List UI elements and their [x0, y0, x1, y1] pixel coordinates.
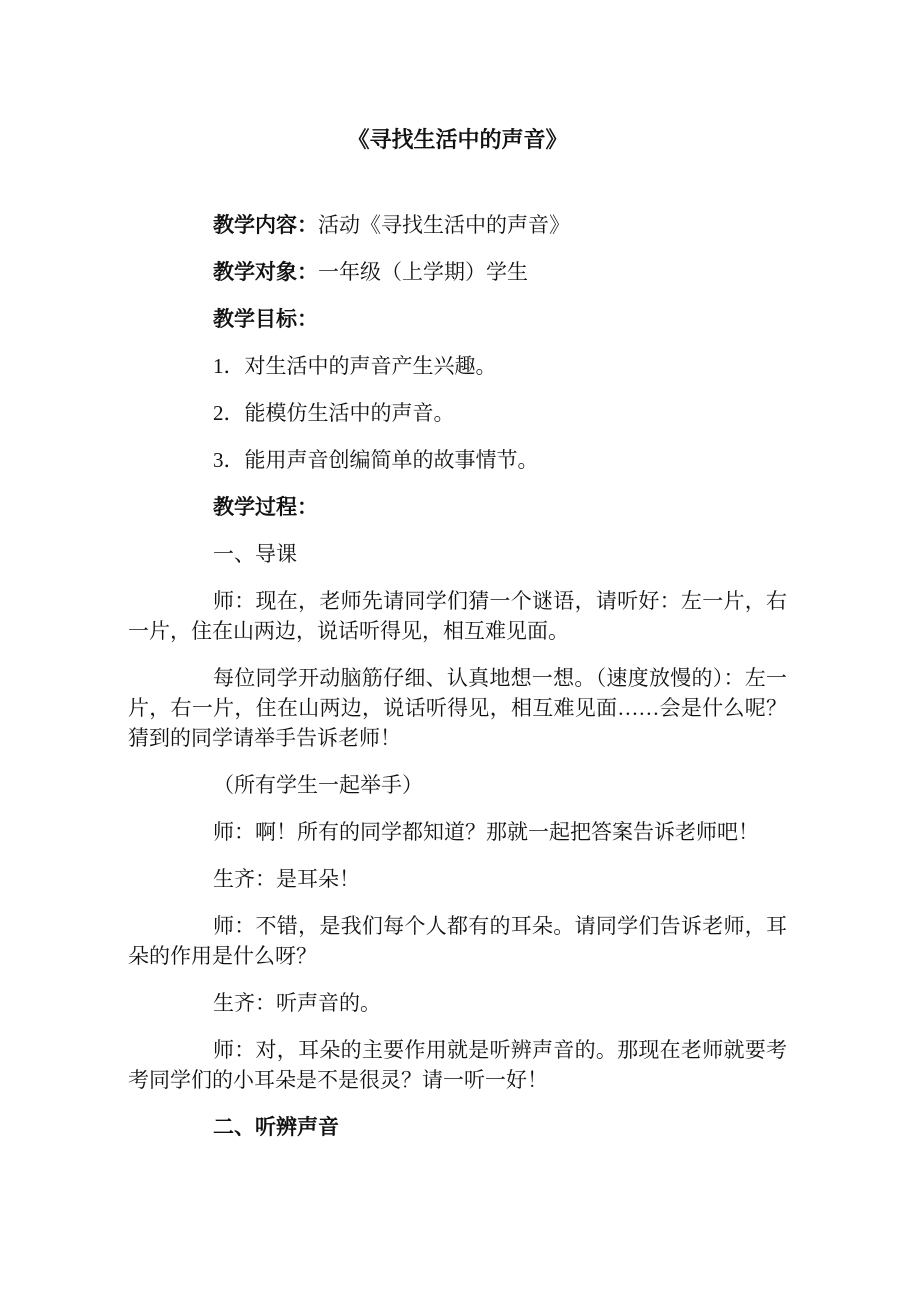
- paragraph-15: 生齐：听声音的。: [213, 991, 381, 1015]
- paragraph-12: 师：啊！所有的同学都知道？那就一起把答案告诉老师吧！: [213, 820, 759, 844]
- paragraph-16: 师：对，耳朵的主要作用就是听辨声音的。那现在老师就要考考同学们的小耳朵是不是很灵？请一听一好！: [128, 1038, 787, 1092]
- paragraph-7: [128, 492, 787, 522]
- paragraph-1: 教学内容：活动《寻找生活中的声音》: [213, 213, 570, 237]
- paragraph-6: 3．能用声音创编简单的故事情节。: [213, 448, 539, 472]
- paragraph-9: 师：现在，老师先请同学们猜一个谜语，请听好：左一片，右一片，住在山两边，说话听得见，相互难见面。: [128, 589, 787, 643]
- document-body: [128, 210, 787, 1142]
- paragraph-13: 生齐：是耳朵！: [213, 867, 360, 891]
- paragraph-2-label: 教学对象：: [213, 260, 318, 284]
- document-title: 《寻找生活中的声音》: [347, 127, 568, 152]
- paragraph-14: 师：不错，是我们每个人都有的耳朵。请同学们告诉老师，耳朵的作用是什么呀？: [128, 914, 787, 968]
- paragraph-11: （所有学生一起举手）: [213, 773, 423, 797]
- paragraph-17: 二、听辨声音: [213, 1115, 339, 1139]
- paragraph-3: [128, 304, 787, 334]
- paragraph-4: 1．对生活中的声音产生兴趣。: [213, 354, 497, 378]
- paragraph-7-label: 教学过程：: [213, 495, 318, 519]
- paragraph-1-label: 教学内容：: [213, 213, 318, 237]
- paragraph-2: 教学对象：一年级（上学期）学生: [213, 260, 528, 284]
- paragraph-3-label: 教学目标：: [213, 307, 318, 331]
- paragraph-5: 2．能模仿生活中的声音。: [213, 401, 455, 425]
- paragraph-8: 一、导课: [213, 542, 297, 566]
- paragraph-10: 每位同学开动脑筋仔细、认真地想一想。（速度放慢的）：左一片，右一片，住在山两边，说话听得见，相互难见面……会是什么呢？猜到的同学请举手告诉老师！: [128, 666, 787, 750]
